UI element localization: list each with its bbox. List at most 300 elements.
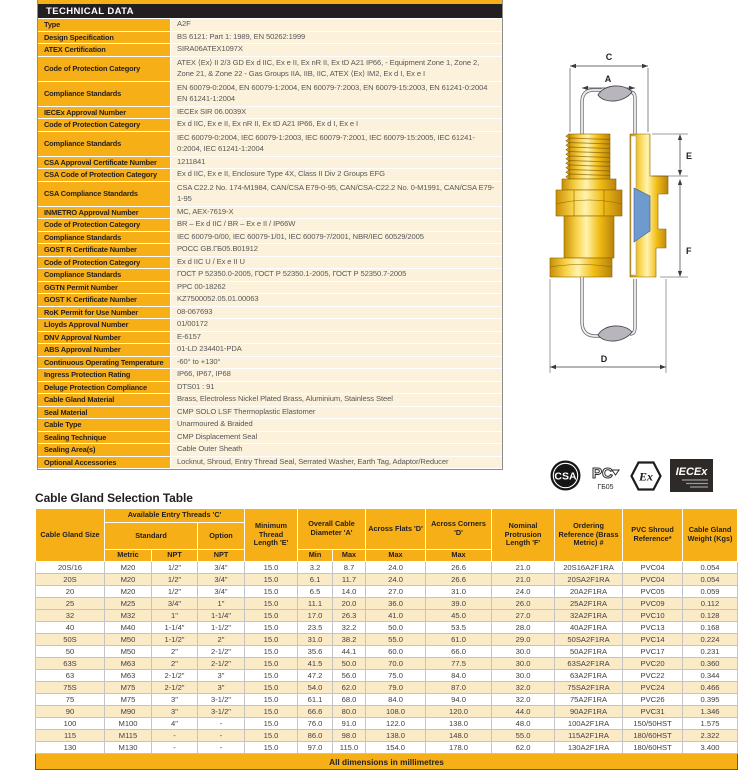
col-header-npt-standard: NPT xyxy=(152,550,198,562)
tech-row xyxy=(38,182,502,207)
tech-row-label: Code of Protection Category xyxy=(38,119,171,131)
selection-table-cell: 14.0 xyxy=(333,586,366,598)
tech-row-value: KZ7500052.05.01.00063 xyxy=(171,294,502,306)
tech-row xyxy=(38,82,502,107)
selection-table-cell: 26.0 xyxy=(492,598,555,610)
tech-row-value: ATEX ⟨Ex⟩ II 2/3 GD Ex d IIC, Ex e II, Ex nR II, Ex tD A21 IP66, - Equipment Zone 1, Zone 2, Zone 21, & Zone 22 - Gas Groups IIA, IIB, IIC, ATEX ⟨Ex⟩ IM2, Ex d I, Ex e I xyxy=(171,57,502,81)
selection-table-cell: 1-1/4" xyxy=(152,622,198,634)
col-header-ordering: Ordering Reference (Brass Metric) # xyxy=(555,509,623,562)
selection-table-cell: 3" xyxy=(152,706,198,718)
selection-table-cell: 30.0 xyxy=(492,658,555,670)
col-header-flats: Across Flats 'D' xyxy=(366,509,426,550)
selection-table-cell: 1/2" xyxy=(152,586,198,598)
atex-ex-logo-icon xyxy=(629,459,663,493)
tech-row xyxy=(38,107,502,120)
selection-table-section xyxy=(35,491,737,770)
selection-table-cell: 50 xyxy=(36,646,105,658)
selection-table-cell: 0.466 xyxy=(683,682,738,694)
selection-table-cell: M20 xyxy=(105,562,152,574)
tech-row xyxy=(38,457,502,470)
selection-table-cell: 138.0 xyxy=(426,718,492,730)
tech-row xyxy=(38,432,502,445)
selection-table-cell: M75 xyxy=(105,694,152,706)
tech-row xyxy=(38,332,502,345)
tech-row xyxy=(38,132,502,157)
selection-table-cell: 1-1/2" xyxy=(152,634,198,646)
col-header-flats-max: Max xyxy=(366,550,426,562)
dim-label-e: E xyxy=(686,151,693,161)
selection-table-cell: 90A2F1RA xyxy=(555,706,623,718)
selection-table-cell: 3" xyxy=(198,670,245,682)
tech-row xyxy=(38,157,502,170)
tech-row-label: Code of Protection Category xyxy=(38,257,171,269)
selection-table-cell: PVC14 xyxy=(623,634,683,646)
selection-table-cell: 15.0 xyxy=(245,682,298,694)
selection-table-cell: 24.0 xyxy=(492,586,555,598)
tech-row-label: Cable Type xyxy=(38,419,171,431)
selection-table-cell: 4" xyxy=(152,718,198,730)
tech-row-value: Unarmoured & Braided xyxy=(171,419,502,431)
selection-table-row xyxy=(36,706,738,718)
tech-row xyxy=(38,394,502,407)
gland-left-half xyxy=(550,134,622,277)
selection-table-cell: 2" xyxy=(152,646,198,658)
tech-row-value: 08-067693 xyxy=(171,307,502,319)
selection-table-cell: 20 xyxy=(36,586,105,598)
col-header-dia-max: Max xyxy=(333,550,366,562)
cable-top xyxy=(582,86,635,134)
selection-table-cell: 3" xyxy=(198,682,245,694)
tech-row-value: A2F xyxy=(171,19,502,31)
selection-table-cell: 87.0 xyxy=(426,682,492,694)
gost-r-logo-icon xyxy=(589,458,622,493)
tech-row xyxy=(38,319,502,332)
selection-table-cell: 75S xyxy=(36,682,105,694)
selection-table-cell: 79.0 xyxy=(366,682,426,694)
selection-table-cell: 154.0 xyxy=(366,742,426,754)
col-header-weight: Cable Gland Weight (Kgs) xyxy=(683,509,738,562)
tech-row-label: Sealing Technique xyxy=(38,432,171,444)
selection-table-cell: 15.0 xyxy=(245,646,298,658)
selection-table-cell: - xyxy=(152,742,198,754)
tech-row-value: 01-LD 234401-PDA xyxy=(171,344,502,356)
col-header-dia-min: Min xyxy=(298,550,333,562)
tech-row-label: GOST K Certificate Number xyxy=(38,294,171,306)
selection-table-row xyxy=(36,586,738,598)
selection-table-cell: 55.0 xyxy=(492,730,555,742)
tech-row-label: GOST R Certificate Number xyxy=(38,244,171,256)
tech-row xyxy=(38,19,502,32)
selection-table-cell: 3/4" xyxy=(198,562,245,574)
tech-row-label: RoK Permit for Use Number xyxy=(38,307,171,319)
selection-table-cell: 6.1 xyxy=(298,574,333,586)
selection-table-cell: 15.0 xyxy=(245,718,298,730)
svg-text:IECEx: IECEx xyxy=(675,466,708,478)
col-header-shroud: PVC Shroud Reference* xyxy=(623,509,683,562)
selection-table-cell: M40 xyxy=(105,622,152,634)
selection-table-cell: 0.231 xyxy=(683,646,738,658)
tech-row xyxy=(38,444,502,457)
selection-table-cell: PVC09 xyxy=(623,598,683,610)
selection-table-cell: 15.0 xyxy=(245,670,298,682)
selection-table-cell: 0.360 xyxy=(683,658,738,670)
selection-table-cell: M130 xyxy=(105,742,152,754)
dim-label-c: C xyxy=(605,52,613,62)
selection-table-cell: 3/4" xyxy=(198,574,245,586)
selection-table-cell: 26.6 xyxy=(426,562,492,574)
selection-table-cell: 94.0 xyxy=(426,694,492,706)
selection-table-cell: 6.5 xyxy=(298,586,333,598)
selection-table-cell: 20.0 xyxy=(333,598,366,610)
selection-table-cell: 21.0 xyxy=(492,574,555,586)
selection-table-cell: PVC04 xyxy=(623,562,683,574)
tech-row-label: Sealing Area(s) xyxy=(38,444,171,456)
col-header-standard: Standard xyxy=(105,523,198,550)
selection-table-cell: M63 xyxy=(105,670,152,682)
selection-table-cell: 0.395 xyxy=(683,694,738,706)
tech-row xyxy=(38,44,502,57)
selection-table-cell: 21.0 xyxy=(492,562,555,574)
tech-row-label: GGTN Permit Number xyxy=(38,282,171,294)
selection-table-cell: 70.0 xyxy=(366,658,426,670)
selection-table-cell: 1.346 xyxy=(683,706,738,718)
selection-table-cell: M75 xyxy=(105,682,152,694)
selection-table-cell: 1/2" xyxy=(152,574,198,586)
selection-table-cell: 29.0 xyxy=(492,634,555,646)
selection-table-cell: 66.6 xyxy=(298,706,333,718)
selection-table-cell: 2-1/2" xyxy=(198,646,245,658)
selection-table-cell: M63 xyxy=(105,658,152,670)
selection-table-cell: - xyxy=(198,718,245,730)
selection-table-cell: 36.0 xyxy=(366,598,426,610)
selection-table-cell: 15.0 xyxy=(245,598,298,610)
svg-text:ГБ05: ГБ05 xyxy=(597,484,614,491)
selection-table-cell: 130 xyxy=(36,742,105,754)
dimension-e xyxy=(652,134,688,176)
selection-table-cell: 25A2F1RA xyxy=(555,598,623,610)
tech-row-label: Continuous Operating Temperature xyxy=(38,357,171,369)
csa-logo-icon xyxy=(549,458,582,493)
dim-label-a: A xyxy=(604,74,612,84)
tech-row xyxy=(38,357,502,370)
tech-row-label: Optional Accessories xyxy=(38,457,171,469)
tech-row-label: Compliance Standards xyxy=(38,269,171,281)
selection-table-cell: 68.0 xyxy=(333,694,366,706)
tech-row-value: PPC 00-18262 xyxy=(171,282,502,294)
selection-table-cell: PVC17 xyxy=(623,646,683,658)
selection-table-cell: 26.6 xyxy=(426,574,492,586)
selection-table-body xyxy=(36,562,738,754)
tech-row-value: CMP Displacement Seal xyxy=(171,432,502,444)
selection-table-cell: 0.128 xyxy=(683,610,738,622)
selection-table-cell: 2-1/2" xyxy=(152,682,198,694)
tech-row-value: E-6157 xyxy=(171,332,502,344)
selection-table-cell: 61.0 xyxy=(426,634,492,646)
selection-table-cell: 15.0 xyxy=(245,742,298,754)
selection-table-cell: 8.7 xyxy=(333,562,366,574)
selection-table-cell: M20 xyxy=(105,574,152,586)
cable-gland-selection-table xyxy=(35,508,738,770)
selection-table-cell: 1" xyxy=(152,610,198,622)
selection-table-cell: 180/60HST xyxy=(623,730,683,742)
tech-row-value: CSA C22.2 No. 174-M1984, CAN/CSA E79-0-95, CAN/CSA-C22.2 No. 0-M1991, CAN/CSA E79-1-95 xyxy=(171,182,502,206)
selection-table-cell: 100 xyxy=(36,718,105,730)
selection-table-cell: 122.0 xyxy=(366,718,426,730)
selection-table-cell: M50 xyxy=(105,634,152,646)
col-header-metric: Metric xyxy=(105,550,152,562)
cable-gland-diagram xyxy=(538,26,739,378)
selection-table-cell: PVC22 xyxy=(623,670,683,682)
selection-table-cell: 1" xyxy=(198,598,245,610)
selection-table-cell: 84.0 xyxy=(366,694,426,706)
selection-table-cell: 50.0 xyxy=(366,622,426,634)
selection-table-row xyxy=(36,562,738,574)
col-header-min-thread: Minimum Thread Length 'E' xyxy=(245,509,298,562)
selection-table-cell: 61.1 xyxy=(298,694,333,706)
tech-row xyxy=(38,169,502,182)
selection-table-cell: 2-1/2" xyxy=(198,658,245,670)
selection-table-cell: 32.0 xyxy=(492,694,555,706)
selection-table-cell: 39.0 xyxy=(426,598,492,610)
selection-table-cell: 2-1/2" xyxy=(152,670,198,682)
tech-row-label: Compliance Standards xyxy=(38,132,171,156)
tech-row xyxy=(38,307,502,320)
selection-table-cell: 115 xyxy=(36,730,105,742)
selection-table-cell: PVC05 xyxy=(623,586,683,598)
selection-table-cell: 17.0 xyxy=(298,610,333,622)
selection-table-row xyxy=(36,634,738,646)
selection-table-cell: - xyxy=(152,730,198,742)
tech-row xyxy=(38,369,502,382)
selection-table-cell: 15.0 xyxy=(245,574,298,586)
selection-table-cell: 15.0 xyxy=(245,706,298,718)
selection-table-cell: 15.0 xyxy=(245,610,298,622)
selection-table-cell: 44.1 xyxy=(333,646,366,658)
selection-table-cell: 0.054 xyxy=(683,562,738,574)
tech-row-value: ГОСТ Р 52350.0-2005, ГОСТ Р 52350.1-2005, ГОСТ Р 52350.7-2005 xyxy=(171,269,502,281)
selection-table-row xyxy=(36,694,738,706)
selection-table-cell: 20S xyxy=(36,574,105,586)
selection-table-cell: 130A2F1RA xyxy=(555,742,623,754)
iecex-logo-icon xyxy=(670,458,713,493)
tech-row-value: BS 6121: Part 1: 1989, EN 50262:1999 xyxy=(171,32,502,44)
selection-table-cell: 108.0 xyxy=(366,706,426,718)
dimension-d xyxy=(550,279,666,373)
tech-row xyxy=(38,382,502,395)
selection-table-cell: 75SA2F1RA xyxy=(555,682,623,694)
selection-table-cell: 60.0 xyxy=(366,646,426,658)
selection-table-cell: 0.112 xyxy=(683,598,738,610)
selection-table-cell: 31.0 xyxy=(298,634,333,646)
tech-row xyxy=(38,219,502,232)
selection-table-cell: 15.0 xyxy=(245,634,298,646)
selection-table-cell: 15.0 xyxy=(245,694,298,706)
selection-table-cell: 3" xyxy=(152,694,198,706)
selection-table-cell: 50S xyxy=(36,634,105,646)
selection-table-cell: 41.5 xyxy=(298,658,333,670)
tech-row xyxy=(38,232,502,245)
selection-table-cell: 80.0 xyxy=(333,706,366,718)
tech-row xyxy=(38,282,502,295)
selection-table-cell: 148.0 xyxy=(426,730,492,742)
selection-table-cell: 15.0 xyxy=(245,562,298,574)
tech-row-value: IEC 60079-0/00, IEC 60079-1/01, IEC 60079-7/2001, NBR/IEC 60529/2005 xyxy=(171,232,502,244)
selection-table-cell: 3.400 xyxy=(683,742,738,754)
selection-table-cell: 20A2F1RA xyxy=(555,586,623,598)
tech-row-value: EN 60079-0:2004, EN 60079-1:2004, EN 60079-7:2003, EN 60079-15:2003, EN 61241-0:2004 EN 61241-1:2004 xyxy=(171,82,502,106)
selection-table-row xyxy=(36,658,738,670)
selection-table-cell: 56.0 xyxy=(333,670,366,682)
selection-table-cell: 1/2" xyxy=(152,562,198,574)
svg-text:PC: PC xyxy=(592,465,613,482)
tech-row-label: IECEx Approval Number xyxy=(38,107,171,119)
tech-row xyxy=(38,269,502,282)
selection-table-cell: 63S xyxy=(36,658,105,670)
selection-table-row xyxy=(36,646,738,658)
tech-row-value: Cable Outer Sheath xyxy=(171,444,502,456)
tech-row-label: Type xyxy=(38,19,171,31)
tech-row-label: CSA Compliance Standards xyxy=(38,182,171,206)
tech-row-label: ATEX Certification xyxy=(38,44,171,56)
selection-table-title: Cable Gland Selection Table xyxy=(35,491,193,505)
selection-table-cell: M20 xyxy=(105,586,152,598)
selection-table-cell: 15.0 xyxy=(245,622,298,634)
selection-table-cell: 138.0 xyxy=(366,730,426,742)
selection-table-cell: 28.0 xyxy=(492,622,555,634)
col-header-threads: Available Entry Threads 'C' xyxy=(105,509,245,523)
selection-table-cell: 54.0 xyxy=(298,682,333,694)
selection-table-cell: 2" xyxy=(152,658,198,670)
selection-table-cell: 11.1 xyxy=(298,598,333,610)
selection-table-row xyxy=(36,718,738,730)
selection-table-cell: 76.0 xyxy=(298,718,333,730)
selection-table-cell: 0.059 xyxy=(683,586,738,598)
svg-text:Ex: Ex xyxy=(638,469,654,483)
selection-table-cell: - xyxy=(198,742,245,754)
tech-row-label: Deluge Protection Compliance xyxy=(38,382,171,394)
selection-table-row xyxy=(36,610,738,622)
tech-row-label: CSA Approval Certificate Number xyxy=(38,157,171,169)
selection-table-cell: 150/50HST xyxy=(623,718,683,730)
selection-table-cell: 63SA2F1RA xyxy=(555,658,623,670)
selection-table-cell: 0.168 xyxy=(683,622,738,634)
selection-table-cell: 1-1/2" xyxy=(198,622,245,634)
selection-table-cell: 50A2F1RA xyxy=(555,646,623,658)
tech-row-value: Brass, Electroless Nickel Plated Brass, Aluminium, Stainless Steel xyxy=(171,394,502,406)
selection-table-cell: 31.0 xyxy=(426,586,492,598)
tech-row-label: Cable Gland Material xyxy=(38,394,171,406)
selection-table-cell: 62.0 xyxy=(333,682,366,694)
tech-row-label: Code of Protection Category xyxy=(38,219,171,231)
selection-table-cell: 120.0 xyxy=(426,706,492,718)
selection-table-cell: 1-1/4" xyxy=(198,610,245,622)
tech-row-value: DTS01 : 91 xyxy=(171,382,502,394)
dim-label-f: F xyxy=(686,246,692,256)
technical-data-table xyxy=(37,0,503,470)
selection-table-cell: 115A2F1RA xyxy=(555,730,623,742)
tech-row-value: Locknut, Shroud, Entry Thread Seal, Serrated Washer, Earth Tag, Adaptor/Reducer xyxy=(171,457,502,469)
selection-table-cell: 40A2F1RA xyxy=(555,622,623,634)
tech-row-value: IEC 60079-0:2004, IEC 60079-1:2003, IEC 60079-7:2001, IEC 60079-15:2005, IEC 61241-0:2004, IEC 61241-1:2004 xyxy=(171,132,502,156)
tech-row-value: -60° to +130° xyxy=(171,357,502,369)
selection-table-cell: 15.0 xyxy=(245,586,298,598)
tech-row-label: Compliance Standards xyxy=(38,82,171,106)
selection-table-cell: 53.5 xyxy=(426,622,492,634)
tech-row xyxy=(38,344,502,357)
selection-table-cell: PVC10 xyxy=(623,610,683,622)
selection-table-cell: 27.0 xyxy=(492,610,555,622)
selection-table-cell: PVC26 xyxy=(623,694,683,706)
selection-table-cell: 26.3 xyxy=(333,610,366,622)
selection-table-cell: 50.0 xyxy=(333,658,366,670)
selection-table-cell: 24.0 xyxy=(366,562,426,574)
selection-table-cell: 32 xyxy=(36,610,105,622)
selection-table-cell: 75 xyxy=(36,694,105,706)
selection-table-cell: 178.0 xyxy=(426,742,492,754)
selection-table-cell: 32.2 xyxy=(333,622,366,634)
selection-table-cell: 2" xyxy=(198,634,245,646)
tech-row xyxy=(38,32,502,45)
tech-row-label: CSA Code of Protection Category xyxy=(38,169,171,181)
tech-row-label: Lloyds Approval Number xyxy=(38,319,171,331)
selection-table-row xyxy=(36,574,738,586)
selection-table-cell: 180/60HST xyxy=(623,742,683,754)
selection-table-cell: 20S16A2F1RA xyxy=(555,562,623,574)
tech-row-value: 01/00172 xyxy=(171,319,502,331)
selection-table-row xyxy=(36,742,738,754)
selection-table-cell: 0.054 xyxy=(683,574,738,586)
dim-label-d: D xyxy=(600,354,608,364)
tech-row xyxy=(38,294,502,307)
selection-table-cell: 77.5 xyxy=(426,658,492,670)
tech-row-label: ABS Approval Number xyxy=(38,344,171,356)
selection-table-cell: 0.224 xyxy=(683,634,738,646)
tech-row xyxy=(38,407,502,420)
selection-table-footer: All dimensions in millimetres xyxy=(36,754,738,770)
selection-table-cell: 3-1/2" xyxy=(198,694,245,706)
selection-table-cell: 1.575 xyxy=(683,718,738,730)
selection-table-cell: 63 xyxy=(36,670,105,682)
selection-table-cell: 15.0 xyxy=(245,730,298,742)
col-header-corners-max: Max xyxy=(426,550,492,562)
selection-table-row xyxy=(36,682,738,694)
tech-row-label: Seal Material xyxy=(38,407,171,419)
selection-table-cell: M90 xyxy=(105,706,152,718)
tech-row-value: IECEx SIR 06.0039X xyxy=(171,107,502,119)
tech-row xyxy=(38,257,502,270)
tech-row-value: MC, AEX-7619-X xyxy=(171,207,502,219)
selection-table-row xyxy=(36,670,738,682)
selection-table-row xyxy=(36,598,738,610)
certification-logos xyxy=(549,458,713,493)
tech-row-value: Ex d IIC, Ex e II, Enclosure Type 4X, Class II Div 2 Groups EFG xyxy=(171,169,502,181)
selection-table-cell: 3-1/2" xyxy=(198,706,245,718)
selection-table-cell: 24.0 xyxy=(366,574,426,586)
col-header-size: Cable Gland Size xyxy=(36,509,105,562)
selection-table-cell: 32A2F1RA xyxy=(555,610,623,622)
selection-table-cell: 100A2F1RA xyxy=(555,718,623,730)
tech-row-value: SIRA06ATEX1097X xyxy=(171,44,502,56)
selection-table-cell: 23.5 xyxy=(298,622,333,634)
selection-table-cell: 20S/16 xyxy=(36,562,105,574)
selection-table-cell: 25 xyxy=(36,598,105,610)
tech-row xyxy=(38,207,502,220)
selection-table-cell: PVC31 xyxy=(623,706,683,718)
selection-table-cell: 40 xyxy=(36,622,105,634)
tech-row-value: BR – Ex d IIC / BR – Ex e II / IP66W xyxy=(171,219,502,231)
selection-table-row xyxy=(36,622,738,634)
selection-table-cell: 35.6 xyxy=(298,646,333,658)
